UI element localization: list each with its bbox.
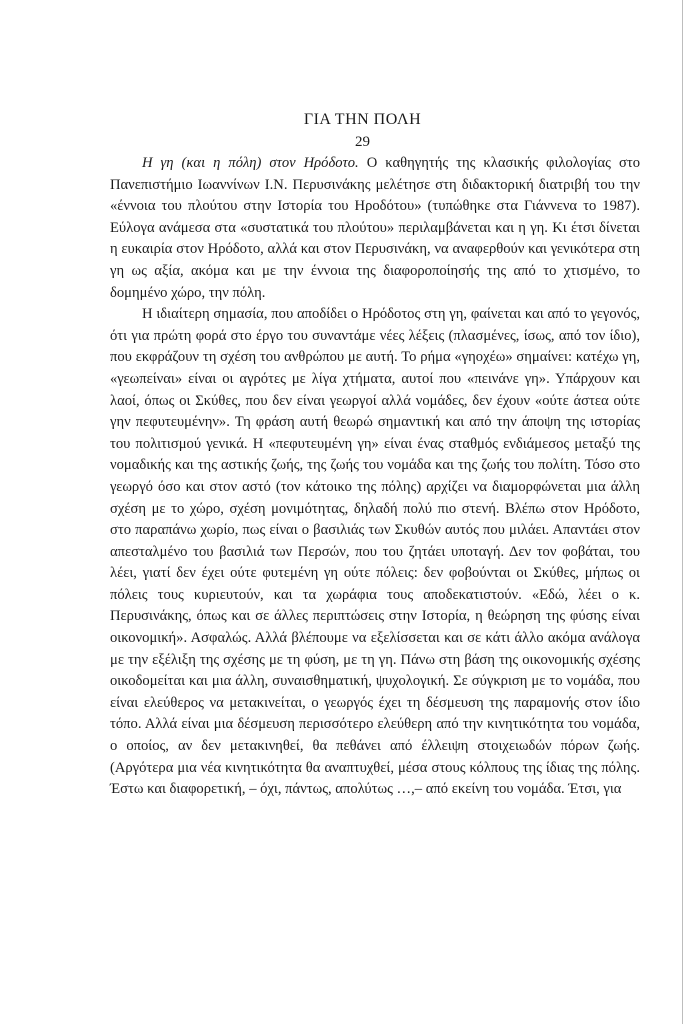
body-text <box>110 153 640 801</box>
page-number: 29 <box>355 134 370 150</box>
page-header <box>0 110 685 152</box>
paragraph-2: Η ιδιαίτερη σημασία, που αποδίδει ο Ηρόδοτος στη γη, φαίνεται και από το γεγονός, ότι για πρώτη φορά στο έργο του συναντάμε νέες λέξεις (πλασμένες, ίσως, από τον ίδιο), που εκφράζουν τη σχέση του ανθρώπου με αυτή. Το ρήμα «γηοχέω» σημαίνει: κατέχω γη, «γεωπείναι» είναι οι αγρότες με λίγα χτήματα, αυτοί που «πεινάνε γη». Υπάρχουν και λαοί, όπως οι Σκύθες, που δεν είναι γεωργοί αλλά νομάδες, δεν έχουν «ούτε άστεα ούτε γην πεφυτευμένην». Τη φράση αυτή θεωρώ σημαντική και από την άποψη της ιστορίας του πολιτισμού γενικά. Η «πεφυτευμένη γη» είναι ένας σταθμός ενδιάμεσος μεταξύ της νομαδικής και της αστικής ζωής, της ζωής του νομάδα και της ζωής του πολίτη. Τόσο στο γεωργό όσο και στον αστό (τον κάτοικο της πόλης) αρχίζει να διαμορφώνεται μια άλλη σχέση με το χώρο, σχέση μονιμότητας, δηλαδή πολύ πιο στενή. Βλέπω στον Ηρόδοτο, στο παραπάνω χωρίο, πως είναι ο βασιλιάς των Σκυθών αυτός που μιλάει. Απαντάει στον απεσταλμένο του βασιλιά των Περσών, που του ζητάει υποταγή. Δεν τον φοβάται, του λέει, γιατί δεν έχει ούτε φυτεμένη γη ούτε πόλεις: δεν φοβούνται οι Σκύθες, μήπως οι πόλεις τους κυριευτούν, και τα χωράφια τους αποδεκατιστούν. «Εδώ, λέει ο κ. Περυσινάκης, όπως και σε άλλες περιπτώσεις στην Ιστορία, η θεώρηση της φύσης είναι οικονομική». Ασφαλώς. Αλλά βλέπουμε να εξελίσσεται και σε κάτι άλλο ακόμα ανάλογα με την εξέλιξη της σχέσης με τη φύση, με τη γη. Πάνω στη βάση της οικονομικής σχέσης οικοδομείται και μια άλλη, συναισθηματική, ψυχολογική. Σε σύγκριση με το νομάδα, που είναι ελεύθερος να μετακινείται, ο γεωργός έχει τη δέσμευση της παραμονής στον ίδιο τόπο. Αλλά είναι μια δέσμευση περισσότερο ελεύθερη από την κινητικότητα του νομάδα, ο οποίος, αν δεν μετακινηθεί, θα πεθάνει από έλλειψη στοιχειωδών πόρων ζωής. (Αργότερα μια νέα κινητικότητα θα αναπτυχθεί, μέσα στους κόλπους της ίδιας της πόλης. Έστω και διαφορετική, – όχι, πάντως, απολύτως …,– από εκείνη του νομάδα. Έτσι, για <box>110 306 640 798</box>
paragraph-1 <box>110 153 640 304</box>
page-edge-line <box>682 0 683 1024</box>
paragraph-1-italic-heading: Η γη (και η πόλη) στον Ηρόδοτο. <box>142 155 359 171</box>
running-title: ΓΙΑ ΤΗΝ ΠΟΛΗ <box>303 111 422 128</box>
paragraph-1-text: Ο καθηγητής της κλασικής φιλολογίας στο Πανεπιστήμιο Ιωαννίνων Ι.Ν. Περυσινάκης μελέτησε στη διδακτορική διατριβή του την «έννοια του πλούτου στην Ιστορία του Ηροδότου» (τυπώθηκε στα Γιάννενα το 1987). Εύλογα ανάμεσα στα «συστατικά του πλούτου» περιλαμβάνεται και η γη. Κι έτσι δίνεται η ευκαιρία στον Ηρόδοτο, αλλά και στον Περυσινάκη, να αναφερθούν και γενικότερα στη γη ως αξία, ακόμα και με την έννοια της διαφοροποίησής της από το χτισμένο, το δομημένο χώρο, την πόλη. <box>110 155 640 301</box>
